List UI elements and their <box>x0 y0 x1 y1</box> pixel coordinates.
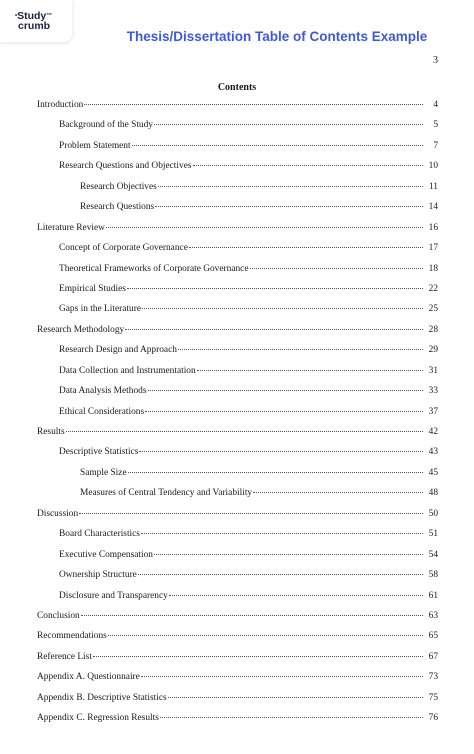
toc-entry[interactable] <box>0 442 474 462</box>
logo-word-crumb: crumb <box>18 20 51 32</box>
toc-entry-page: 63 <box>428 610 438 621</box>
toc-heading: Contents <box>217 82 257 93</box>
toc-entry-label: Sample Size <box>80 467 127 478</box>
logo-star: • <box>15 13 18 19</box>
dot-leader <box>138 574 423 575</box>
toc-entry-page: 22 <box>428 283 438 294</box>
toc-entry-label: Data Collection and Instrumentation <box>59 365 196 376</box>
toc-entry-label: Discussion <box>37 508 79 519</box>
toc-entry-page: 43 <box>428 447 438 458</box>
toc-entry[interactable] <box>0 422 474 442</box>
toc-entry-label: Ownership Structure <box>59 570 137 581</box>
toc-entry-page: 17 <box>428 243 438 254</box>
dot-leader <box>125 329 423 330</box>
dot-leader <box>253 492 423 493</box>
dot-leader <box>128 472 423 473</box>
dot-leader <box>155 206 423 207</box>
dot-leader <box>145 411 423 412</box>
toc-entry-page: 18 <box>428 263 438 274</box>
toc-entry-page: 42 <box>428 427 438 437</box>
dot-leader <box>81 615 423 616</box>
toc-entry-page: 76 <box>428 713 438 724</box>
dot-leader <box>158 186 423 187</box>
dot-leader <box>197 370 423 371</box>
toc-entry-label: Problem Statement <box>59 140 131 151</box>
dot-leader <box>168 697 423 698</box>
toc-entry[interactable] <box>0 361 474 381</box>
toc-entry-page: 31 <box>428 365 438 376</box>
toc-entry[interactable] <box>0 197 474 217</box>
toc-entry-label: Results <box>37 427 65 437</box>
toc-entry[interactable] <box>0 463 474 483</box>
toc-entry-label: Descriptive Statistics <box>59 447 139 458</box>
toc-entry-page: 73 <box>428 672 438 683</box>
toc-entry[interactable] <box>0 136 474 156</box>
toc-entry[interactable] <box>0 606 474 626</box>
toc-entry[interactable] <box>0 688 474 708</box>
toc-entry-page: 48 <box>428 488 438 499</box>
toc-entry-label: Research Questions and Objectives <box>59 161 192 172</box>
toc-entry-page: 4 <box>433 100 438 110</box>
toc-entry-page: 51 <box>428 529 438 540</box>
dot-leader <box>148 390 424 391</box>
dot-leader <box>66 431 423 432</box>
toc-entry-label: Empirical Studies <box>59 283 126 294</box>
dot-leader <box>127 288 423 289</box>
dot-leader <box>160 717 423 718</box>
toc-entry[interactable] <box>0 238 474 258</box>
toc-entry-page: 33 <box>428 386 438 397</box>
toc-entry-page: 5 <box>433 120 438 131</box>
toc-entry[interactable] <box>0 218 474 238</box>
table-of-contents <box>0 95 474 729</box>
toc-entry-page: 65 <box>428 631 438 642</box>
dot-leader <box>142 308 423 309</box>
dot-leader <box>189 247 423 248</box>
toc-entry-page: 67 <box>428 651 438 662</box>
dot-leader <box>178 349 423 350</box>
toc-entry-label: Conclusion <box>37 610 80 621</box>
toc-entry[interactable] <box>0 626 474 646</box>
logo-word-study: Study <box>17 10 47 22</box>
toc-entry-label: Appendix C. Regression Results <box>37 713 159 724</box>
toc-entry-label: Introduction <box>37 100 84 110</box>
toc-entry-page: 29 <box>428 345 438 356</box>
dot-leader <box>141 533 423 534</box>
toc-entry-label: Data Analysis Methods <box>59 386 147 397</box>
toc-entry-label: Reference List <box>37 651 92 662</box>
toc-entry[interactable] <box>0 156 474 176</box>
dot-leader <box>139 451 423 452</box>
dot-leader <box>93 656 423 657</box>
toc-entry-label: Research Questions <box>80 202 155 213</box>
toc-entry-label: Appendix B. Descriptive Statistics <box>37 692 167 703</box>
toc-entry-page: 25 <box>428 304 438 315</box>
toc-entry-label: Measures of Central Tendency and Variability <box>80 488 253 499</box>
toc-entry-label: Disclosure and Transparency <box>59 590 168 601</box>
toc-entry[interactable] <box>0 320 474 340</box>
toc-entry-page: 10 <box>428 161 438 172</box>
toc-entry-label: Literature Review <box>37 222 105 233</box>
toc-entry-label: Recommendations <box>37 631 107 642</box>
dot-leader <box>79 513 423 514</box>
toc-entry-label: Board Characteristics <box>59 529 140 540</box>
toc-entry[interactable] <box>0 524 474 544</box>
toc-entry[interactable] <box>0 402 474 422</box>
toc-entry[interactable] <box>0 115 474 135</box>
toc-entry-page: 50 <box>428 508 438 519</box>
toc-entry-label: Gaps in the Literature <box>59 304 141 315</box>
toc-entry-page: 58 <box>428 570 438 581</box>
page-number: 3 <box>433 55 438 66</box>
dot-leader <box>193 165 423 166</box>
toc-entry-page: 75 <box>428 692 438 703</box>
toc-entry[interactable] <box>0 381 474 401</box>
document-title: Thesis/Dissertation Table of Contents Example <box>126 29 428 44</box>
toc-entry[interactable] <box>0 177 474 197</box>
dot-leader <box>132 145 423 146</box>
toc-entry[interactable] <box>0 340 474 360</box>
dot-leader <box>84 104 423 105</box>
dot-leader <box>250 268 423 269</box>
toc-entry-page: 7 <box>433 140 438 151</box>
toc-entry-page: 61 <box>428 590 438 601</box>
toc-entry-label: Theoretical Frameworks of Corporate Governance <box>59 263 249 274</box>
toc-entry[interactable] <box>0 279 474 299</box>
toc-entry-page: 28 <box>428 324 438 335</box>
logo-trademark: ™ <box>46 13 53 19</box>
toc-entry[interactable] <box>0 504 474 524</box>
dot-leader <box>141 676 423 677</box>
toc-entry-label: Executive Compensation <box>59 549 153 560</box>
toc-entry[interactable] <box>0 586 474 606</box>
dot-leader <box>169 595 423 596</box>
toc-entry-page: 16 <box>428 222 438 233</box>
toc-entry-label: Concept of Corporate Governance <box>59 243 188 254</box>
toc-entry[interactable] <box>0 565 474 585</box>
toc-entry-page: 11 <box>428 181 438 192</box>
toc-entry-label: Appendix A. Questionnaire <box>37 672 140 683</box>
toc-entry[interactable] <box>0 545 474 565</box>
dot-leader <box>108 635 423 636</box>
toc-entry[interactable] <box>0 259 474 279</box>
toc-entry-page: 14 <box>428 202 438 213</box>
toc-entry[interactable] <box>0 667 474 687</box>
toc-entry[interactable] <box>0 708 474 728</box>
dot-leader <box>106 227 423 228</box>
dot-leader <box>154 124 423 125</box>
toc-entry-label: Research Design and Approach <box>59 345 177 356</box>
toc-entry-label: Research Objectives <box>80 181 157 192</box>
toc-entry-label: Background of the Study <box>59 120 153 131</box>
toc-entry-label: Research Methodology <box>37 324 125 335</box>
toc-entry[interactable] <box>0 299 474 319</box>
toc-entry-page: 45 <box>428 467 438 478</box>
toc-entry[interactable] <box>0 95 474 115</box>
studycrumb-logo[interactable] <box>0 0 72 42</box>
toc-entry[interactable] <box>0 483 474 503</box>
toc-entry-page: 37 <box>428 406 438 417</box>
toc-entry-page: 54 <box>428 549 438 560</box>
toc-entry[interactable] <box>0 647 474 667</box>
dot-leader <box>154 554 423 555</box>
toc-entry-label: Ethical Considerations <box>59 406 145 417</box>
